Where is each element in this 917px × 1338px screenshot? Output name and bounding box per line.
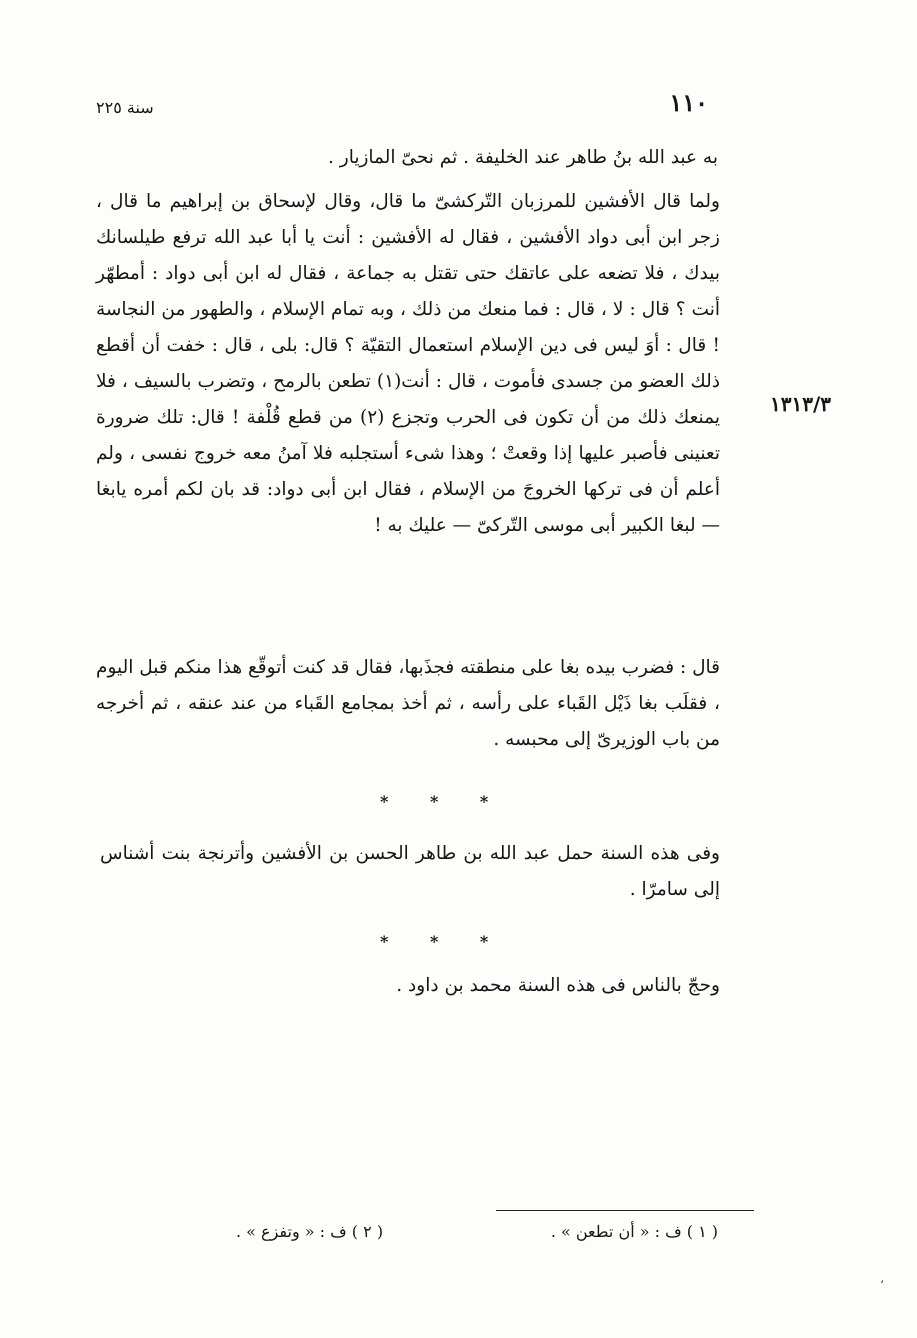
page-header xyxy=(92,88,714,122)
footnote-1: ( ١ ) ف : « أن تطعن » . xyxy=(550,1222,718,1241)
margin-reference: ١٣١٣/٣ xyxy=(770,392,832,416)
footnotes xyxy=(236,1222,718,1241)
paragraph-4: وفى هذه السنة حمل عبد الله بن طاهر الحسن بن الأفشين وأترنجة بنت أشناس إلى سامرّا . xyxy=(100,843,720,900)
section-separator: * * * xyxy=(380,792,507,811)
margin-mark: ، xyxy=(880,1272,884,1286)
paragraph-2: ولما قال الأفشين للمرزبان التّركشىّ ما قال، وقال لإسحاق بن إبراهيم ما قال ، زجر ابن أبى دواد الأفشين ، فقال له الأفشين : أنت يا أبا عبد الله ترفع طيلسانك بيدك ، فلا تضعه على عاتقك حتى تقتل به جماعة ، فقال له ابن أبى دواد : أمطهّر أنت ؟ قال : لا ، قال : فما منعك من ذلك ، وبه تمام الإسلام ، والطهور من النجاسة ! قال : أوَ ليس فى دين الإسلام استعمال التقيّة ؟ قال: بلى ، قال : خفت أن أقطع ذلك العضو من جسدى فأموت ، قال : أنت(١) تطعن بالرمح ، وتضرب بالسيف ، فلا يمنعك ذلك من أن تكون فى الحرب وتجزع (٢) من قطع قُلْفة ! قال: تلك ضرورة تعنينى فأصبر عليها إذا وقعتْ ؛ وهذا شىء أستجلبه فلا آمنُ معه خروج نفسى ، ولم أعلم أن فى تركها الخروجَ من الإسلام ، فقال ابن أبى دواد: قد بان لكم أمره يابغا — لبغا الكبير أبى موسى التّركىّ — عليك به ! xyxy=(96,191,720,536)
section-separator: * * * xyxy=(380,932,507,951)
paragraph-1: به عبد الله بنُ طاهر عند الخليفة . ثم نحىّ المازيار . xyxy=(328,147,718,168)
page-number: ١١٠ xyxy=(669,88,708,117)
paragraph-5: وحجّ بالناس فى هذه السنة محمد بن داود . xyxy=(396,975,720,996)
footnote-2: ( ٢ ) ف : « وتفزع » . xyxy=(236,1222,384,1241)
paragraph-3: قال : فضرب بيده بغا على منطقته فجذَبها، فقال قد كنت أتوقّع هذا منكم قبل اليوم ، فقلَب بغا ذَيْل القَباء على رأسه ، ثم أخذ بمجامع القَباء من عند عنقه ، ثم أخرجه من باب الوزيرىّ إلى محبسه . xyxy=(96,657,720,750)
running-head-year: سنة ٢٢٥ xyxy=(96,98,154,117)
footnote-rule xyxy=(496,1210,754,1211)
